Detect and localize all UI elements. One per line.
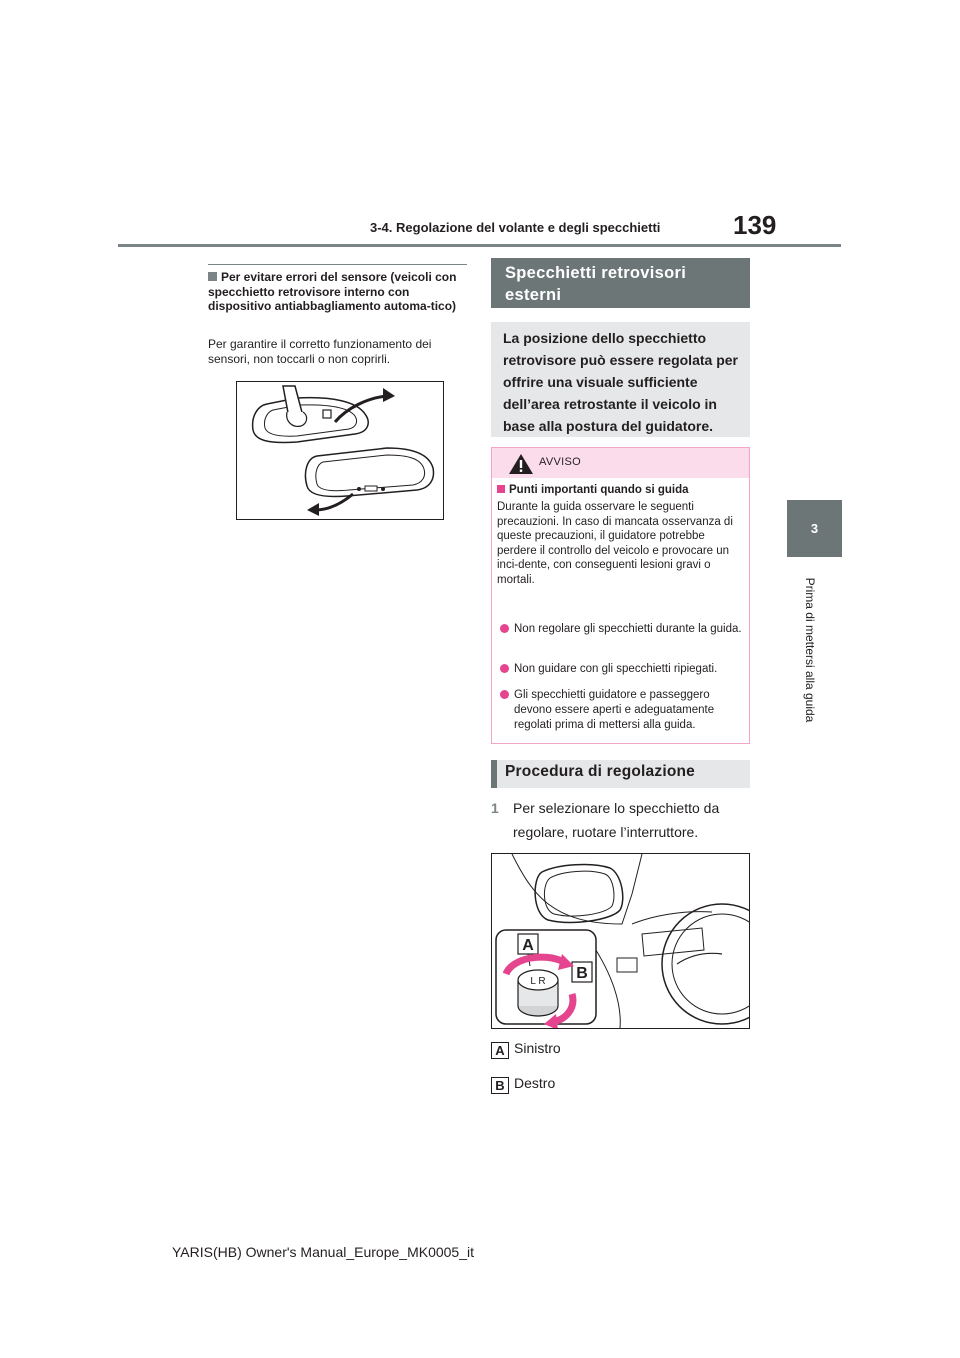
inside-mirror-drawing [237, 382, 443, 519]
chapter-side-label [790, 560, 830, 740]
callout-a-label: A [522, 937, 534, 954]
chapter-tab: 3 [787, 500, 842, 557]
section-adjustment-procedure-title: Procedura di regolazione [491, 760, 750, 788]
circle-bullet-icon [500, 690, 509, 699]
warning-bullet-text: Non guidare con gli specchietti ripiegati. [514, 663, 718, 675]
legend-key: A [491, 1042, 509, 1059]
warning-title: AVVISO [539, 456, 581, 468]
legend-label: Destro [514, 1075, 556, 1091]
circle-bullet-icon [500, 664, 509, 673]
sensor-body-text: Per garantire il corretto funzionamento dei sensori, non toccarli o non coprirli. [208, 337, 432, 366]
page-number: 139 [733, 210, 777, 240]
circle-bullet-icon [500, 624, 509, 633]
step-1 [491, 796, 753, 844]
mirror-switch-illustration [491, 853, 750, 1029]
warning-box [491, 447, 750, 744]
header-divider [118, 244, 841, 247]
warning-bullet-3 [497, 688, 749, 733]
warning-sub-heading-text: Punti importanti quando si guida [509, 484, 689, 496]
inside-mirror-illustration [236, 381, 444, 520]
warning-bullet-text: Gli specchietti guidatore e passeggero devono essere aperti e adeguatamente regolati prima di mettersi alla guida. [514, 689, 715, 731]
sensor-sub-heading [208, 270, 470, 314]
warning-bullet-text: Non regolare gli specchietti durante la guida. [514, 623, 742, 635]
outside-mirrors-intro: La posizione dello specchietto retrovisore può essere regolata per offrire una visuale sufficiente dell’area retrostante il veicolo in base alla postura del guidatore. [491, 322, 750, 437]
warning-body: Durante la guida osservare le seguenti precauzioni. In caso di mancata osservanza di queste precauzioni, il guidatore potrebbe perdere il controllo del veicolo e provocare un inci-dente, con conseguenti lesioni gravi o mortali. [497, 501, 733, 586]
mirror-switch-drawing [492, 854, 749, 1028]
left-column-divider [208, 264, 467, 265]
warning-sub-heading [497, 483, 745, 497]
step-text: Per selezionare lo specchietto da regolare, ruotare l’interruttore. [513, 800, 720, 840]
section-outside-mirrors-title: Specchietti retrovisori esterni [491, 258, 750, 308]
legend-key: B [491, 1077, 509, 1094]
square-bullet-icon [497, 485, 505, 493]
square-bullet-icon [208, 272, 217, 281]
legend-label: Sinistro [514, 1040, 561, 1056]
sensor-sub-heading-text: Per evitare errori del sensore (veicoli con specchietto retrovisore interno con dispositivo antiabbagliamento automa-tico) [208, 270, 457, 313]
chapter-title: Prima di mettersi alla guida [803, 577, 817, 723]
warning-bullet-2 [497, 662, 749, 677]
legend-item-a [491, 1040, 561, 1059]
step-number: 1 [491, 800, 499, 816]
warning-bullet-1 [497, 622, 749, 637]
legend-item-b [491, 1075, 555, 1094]
svg-text:L R: L R [530, 976, 546, 987]
callout-b-label: B [576, 965, 588, 982]
warning-triangle-icon [508, 453, 534, 475]
footer-manual-id: YARIS(HB) Owner's Manual_Europe_MK0005_it [172, 1244, 474, 1260]
header-section-title: 3-4. Regolazione del volante e degli specchietti [370, 220, 661, 235]
